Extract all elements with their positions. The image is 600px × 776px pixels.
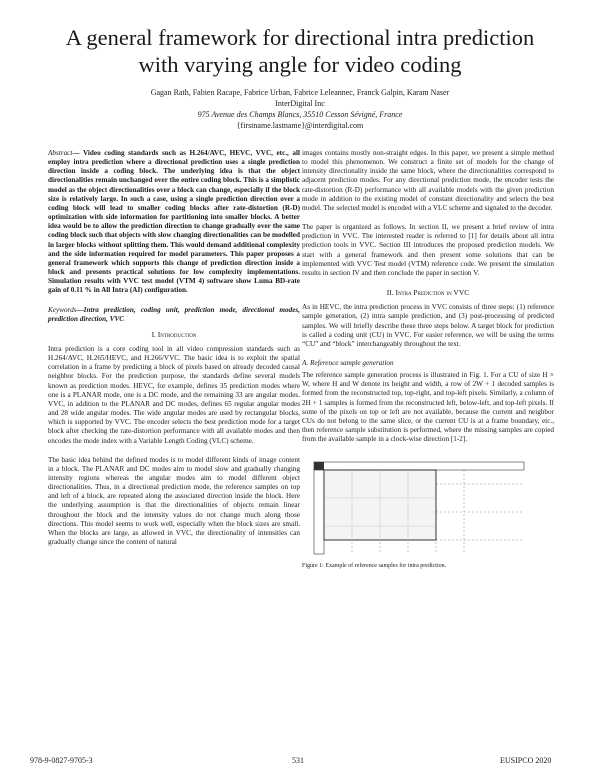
author-address: 975 Avenue des Champs Blancs, 35510 Cesson Sévigné, France xyxy=(197,110,403,119)
abstract-label: Abstract xyxy=(48,149,73,157)
author-affiliation: InterDigital Inc xyxy=(275,99,325,108)
intro-heading: I. Introduction xyxy=(151,329,197,339)
paper-title xyxy=(40,24,560,78)
figure-1 xyxy=(302,454,554,582)
author-block xyxy=(60,87,540,131)
abstract xyxy=(48,149,300,296)
figure-1-caption: Figure 1: Example of reference samples for intra prediction. xyxy=(302,563,447,570)
left-column xyxy=(48,149,300,557)
subsection-a-heading: A. Reference sample generation xyxy=(302,358,394,367)
right-paragraph-2: The paper is organized as follows. In section II, we present a brief review of intra prediction in VVC. The interested reader is referred to [1] for details about all intra prediction tools in VVC. Section III introduces the proposed prediction models. We start with a general framework and then present some solutions that can be implemented with VVC Test model (VTM) reference code. We present the simulation results in section IV and then conclude the paper in section V. xyxy=(302,223,554,277)
footer-conference: EUSIPCO 2020 xyxy=(500,756,552,765)
footer-isbn: 978-9-0827-9705-3 xyxy=(30,756,93,765)
abstract-text: — Video coding standards such as H.264/AVC, HEVC, VVC, etc., all employ intra prediction where a directional prediction uses a single prediction direction inside a coding block. The underlying idea is that the object directionalities remain unchanged over the entire coding block. This is a simplistic model as the object directionalities over a block can change, especially if the block size is relatively large. In such a case, using a single prediction direction over a coding block will lead to smaller coding blocks after rate-distortion (R-D) optimization with side information for partitioning into smaller blocks. A better idea would be to allow the prediction direction to change gradually over the same coding block such that objects with slow changing directionalities can be modelled in larger blocks without splitting them. This would demand additional complexity and the side information required for model parameters. This paper proposes a general framework which supports this change of prediction direction inside a block and presents practical solutions for low complexity implementations. Simulation results with VVC test model (VTM 4) software show Luma BD-rate gain of 0.11 % in All Intra (AI) configuration. xyxy=(48,149,300,295)
intro-paragraph-2: The basic idea behind the defined modes is to model different kinds of image content in a block. The PLANAR and DC modes aim to model slow and gradually changing intensity regions whereas the angular modes aim to model different object directionalities. Thus, in a directional prediction mode, the reference samples on top and left of a block, are repeated along the associated direction inside the block. Here the underlying assumption is that the directionalities of objects remain linear throughout the block and the intensity values do not change much along those directions. This model seems to work well, especially when the block sizes are small. When the blocks are large, as allowed in VVC, the directionality of intensities can gradually change since the content of natural xyxy=(48,455,300,547)
author-email: {firstname.lastname}@interdigital.com xyxy=(236,121,364,130)
section-2-paragraph-1: As in HEVC, the intra prediction process in VVC consists of three steps: (1) reference sample generation, (2) intra sample prediction, and (3) post-processing of predicted samples. We will briefly describe these three steps below. A target block for prediction is called a coding unit (CU) in VVC. For easier reference, we will be using the terms “CU” and “block” interchangeably throughout the text. xyxy=(302,303,554,348)
section-2-heading: II. Intra Prediction in VVC xyxy=(386,288,470,298)
author-names: Gagan Rath, Fabien Racape, Fabrice Urban, Fabrice Leleannec, Franck Galpin, Karam Naser xyxy=(150,88,450,97)
intro-paragraph-1: Intra prediction is a core coding tool in all video compression standards such as H.264/AVC, H.265/HEVC, and H.266/VVC. The basic idea is to exploit the spatial correlation in a frame by predicting a block of pixels based on already decoded causal neighbor blocks. For the prediction purpose, the standards define several models known as prediction modes. HEVC, for example, defines 35 prediction modes where one is a PLANAR mode, one is a DC mode, and the remaining 33 are angular modes. VVC, in addition to the PLANAR and DC modes, defines 65 regular angular modes and 28 wide angular modes. The wide angular modes are used by rectangular blocks, which is supported by VVC. The encoder selects the best prediction mode for a target block after checking the rate-distortion performance with all available modes and then encodes the mode index with a Variable Length Coding (VLC) scheme. xyxy=(48,344,300,445)
keywords-text: —Intra prediction, coding unit, prediction mode, directional modes, prediction direction, VVC xyxy=(48,305,300,323)
keywords xyxy=(48,306,300,324)
title-line-2: with varying angle for video coding xyxy=(138,52,462,77)
section-2a-paragraph-1: The reference sample generation process is illustrated in Fig. 1. For a CU of size H × W, where H and W denote its height and width, a row of 2W + 1 decoded samples is formed from the reconstructed top, top-right, and top-left pixels. Similarly, a column of 2H + 1 samples is formed from the reconstructed left, below-left, and top-left pixels. If some of the pixels on top or left are not available, because the current and neighbor CUs do not belong to the same slice, or the current CU is at a frame boundary, etc., then reference sample substitution is performed, where the missing samples are copied from the available sample in a clock-wise direction [1-2]. xyxy=(302,371,554,444)
reference-sample-diagram xyxy=(302,454,554,558)
right-paragraph-1: images contains mostly non-straight edges. In this paper, we present a simple method to model this phenomenon. We construct a finite set of models for the change of intensity directionality inside the same block, where the directionalities correspond to adjacent prediction modes. For any directional prediction mode, the encoder tests the rate-distortion (R-D) performance with all available models with the given prediction mode in addition to the existing model of constant directionality and selects the best model. The selected model is encoded with a VLC scheme and signaled to the decoder. xyxy=(302,149,554,212)
keywords-label: Keywords xyxy=(48,305,77,314)
title-line-1: A general framework for directional intra prediction xyxy=(65,25,535,50)
footer-page-number: 531 xyxy=(292,756,304,765)
right-column xyxy=(302,149,554,582)
